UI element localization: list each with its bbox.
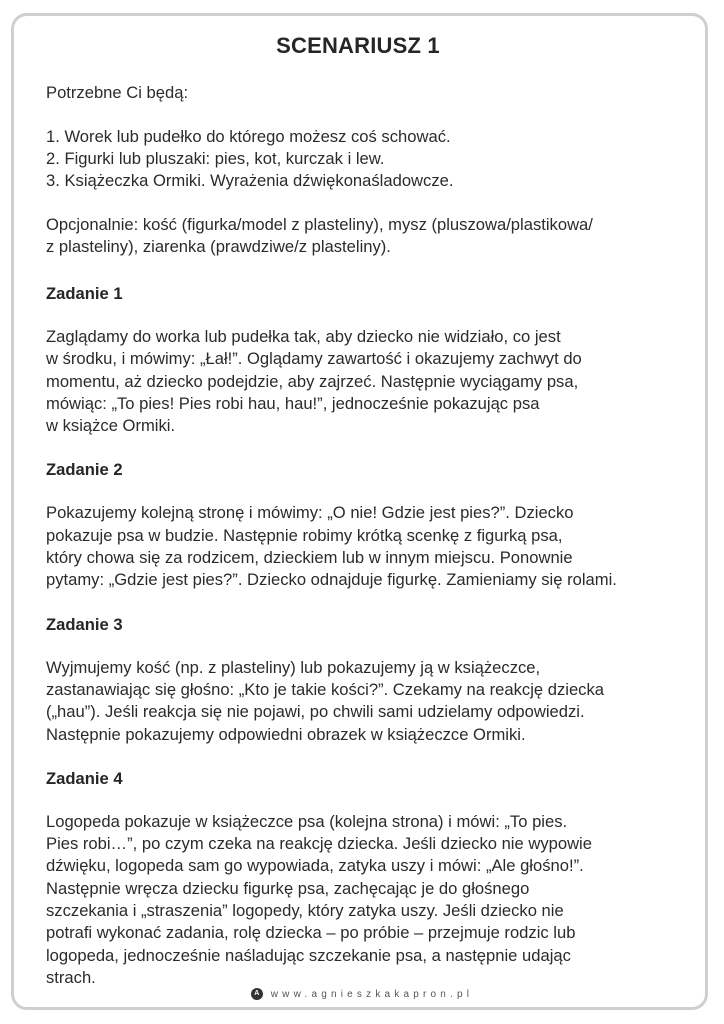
- task-body: [46, 326, 696, 437]
- optional-line: z plasteliny), ziarenka (prawdziwe/z plasteliny).: [46, 237, 391, 256]
- task-line: Wyjmujemy kość (np. z plasteliny) lub pokazujemy ją w książeczce,: [46, 657, 541, 677]
- task-line: potrafi wykonać zadania, rolę dziecka – po próbie – przejmuje rodzic lub: [46, 923, 576, 943]
- task-line: Logopeda pokazuje w książeczce psa (kolejna strona) i mówi: „To pies.: [46, 811, 568, 831]
- task-3: [46, 614, 696, 746]
- intro-text: Potrzebne Ci będą:: [46, 83, 189, 102]
- task-body: [46, 657, 696, 746]
- task-4: [46, 768, 696, 989]
- task-line: w książce Ormiki.: [46, 416, 176, 436]
- footer: [0, 988, 724, 1000]
- task-line: zastanawiając się głośno: „Kto je takie kości?”. Czekamy na reakcję dziecka: [46, 679, 604, 699]
- task-heading: Zadanie 2: [46, 460, 123, 480]
- optional-items: [46, 214, 696, 258]
- document-content: [46, 28, 696, 989]
- task-1: [46, 283, 696, 437]
- brand-logo-icon: A: [251, 988, 263, 1000]
- task-line: mówiąc: „To pies! Pies robi hau, hau!”, jednocześnie pokazując psa: [46, 393, 540, 413]
- optional-line: Opcjonalnie: kość (figurka/model z plasteliny), mysz (pluszowa/plastikowa/: [46, 215, 593, 234]
- task-line: dźwięku, logopeda sam go wypowiada, zatyka uszy i mówi: „Ale głośno!”.: [46, 856, 584, 876]
- task-line: Następnie wręcza dziecku figurkę psa, zachęcając je do głośnego: [46, 878, 530, 898]
- task-line: który chowa się za rodzicem, dzieckiem lub w innym miejscu. Ponownie: [46, 548, 573, 568]
- task-line: pokazuje psa w budzie. Następnie robimy krótką scenkę z figurką psa,: [46, 525, 563, 545]
- task-line: logopeda, jednocześnie naśladując szczekanie psa, a następnie udając: [46, 945, 571, 965]
- task-heading: Zadanie 3: [46, 614, 123, 634]
- needed-items-list: [46, 126, 696, 192]
- task-line: Zaglądamy do worka lub pudełka tak, aby dziecko nie widziało, co jest: [46, 327, 561, 346]
- task-line: pytamy: „Gdzie jest pies?”. Dziecko odnajduje figurkę. Zamieniamy się rolami.: [46, 570, 617, 590]
- page-title: SCENARIUSZ 1: [276, 33, 440, 58]
- task-2: [46, 459, 696, 591]
- task-line: momentu, aż dziecko podejdzie, aby zajrzeć. Następnie wyciągamy psa,: [46, 371, 579, 391]
- task-heading: Zadanie 4: [46, 768, 123, 788]
- task-line: („hau”). Jeśli reakcja się nie pojawi, po chwili sami udzielamy odpowiedzi.: [46, 702, 585, 722]
- task-line: Pokazujemy kolejną stronę i mówimy: „O nie! Gdzie jest pies?”. Dziecko: [46, 503, 574, 523]
- task-line: szczekania i „straszenia” logopedy, który zatyka uszy. Jeśli dziecko nie: [46, 901, 564, 921]
- task-heading: Zadanie 1: [46, 284, 123, 303]
- task-body: [46, 502, 696, 591]
- needed-item: 3. Książeczka Ormiki. Wyrażenia dźwiękonaśladowcze.: [46, 171, 454, 190]
- task-line: Następnie pokazujemy odpowiedni obrazek w książeczce Ormiki.: [46, 724, 526, 744]
- website-link[interactable]: www.agnieszkakapron.pl: [270, 988, 474, 1000]
- task-line: w środku, i mówimy: „Łał!”. Oglądamy zawartość i okazujemy zachwyt do: [46, 349, 582, 369]
- needed-item: 1. Worek lub pudełko do którego możesz coś schować.: [46, 127, 451, 146]
- task-body: [46, 811, 696, 989]
- task-line: strach.: [46, 967, 96, 987]
- needed-item: 2. Figurki lub pluszaki: pies, kot, kurczak i lew.: [46, 149, 385, 168]
- task-line: Pies robi…”, po czym czeka na reakcję dziecka. Jeśli dziecko nie wypowie: [46, 834, 592, 854]
